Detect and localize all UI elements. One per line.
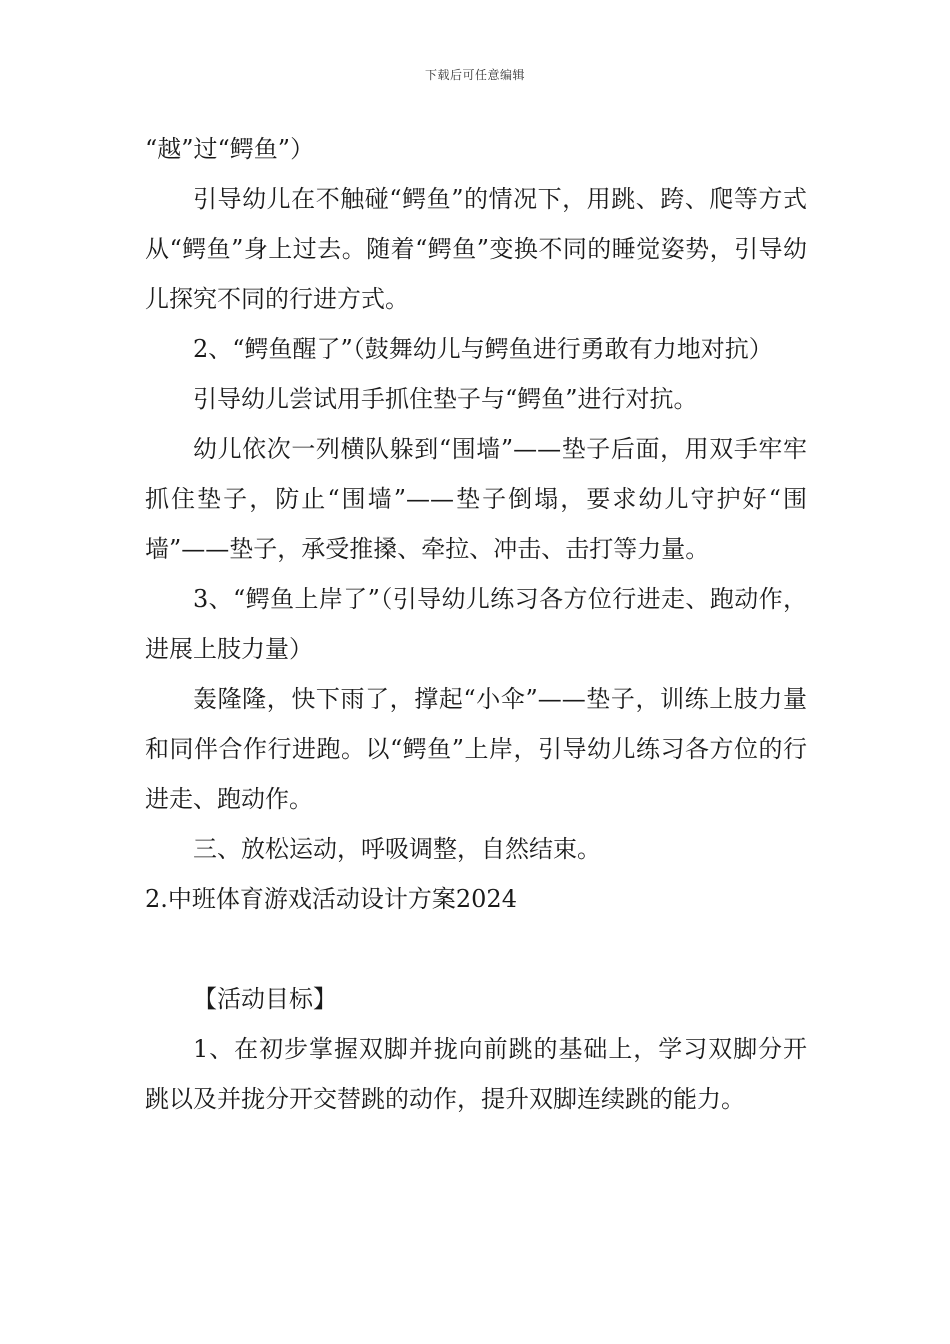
paragraph-guide-crossing: 引导幼儿在不触碰“鳄鱼”的情况下，用跳、跨、爬等方式从“鳄鱼”身上过去。随着“鳄鱼”变换不同的睡觉姿势，引导幼儿探究不同的行进方式。 [145,185,807,313]
paragraph-step-2-guide: 引导幼儿尝试用手抓住垫子与“鳄鱼”进行对抗。 [193,385,698,413]
paragraph-step-2-heading: 2、“鳄鱼醒了”（鼓舞幼儿与鳄鱼进行勇敢有力地对抗） [193,335,773,363]
document-body [145,124,807,1124]
paragraph-step-3-heading: 3、“鳄鱼上岸了”（引导幼儿练习各方位行进走、跑动作，进展上肢力量） [145,585,807,663]
paragraph-step-2-detail: 幼儿依次一列横队躲到“围墙”——垫子后面，用双手牢牢抓住垫子，防止“围墙”——垫子倒塌，要求幼儿守护好“围墙”——垫子，承受推搡、牵拉、冲击、击打等力量。 [145,435,807,563]
paragraph-goal-1: 1、在初步掌握双脚并拢向前跳的基础上，学习双脚分开跳以及并拢分开交替跳的动作，提升双脚连续跳的能力。 [145,1035,807,1113]
section-heading-goals: 【活动目标】 [193,985,337,1013]
blank-line [145,924,807,974]
page-header: 下载后可任意编辑 [424,68,525,82]
paragraph-step-3-detail: 轰隆隆，快下雨了，撑起“小伞”——垫子，训练上肢力量和同伴合作行进跑。以“鳄鱼”上岸，引导幼儿练习各方位的行进走、跑动作。 [145,685,807,813]
paragraph-step-cooldown: 三、放松运动，呼吸调整，自然结束。 [193,835,601,863]
section-title: 2.中班体育游戏活动设计方案2024 [145,885,517,913]
paragraph-continuation: “越”过“鳄鱼”） [145,135,315,163]
